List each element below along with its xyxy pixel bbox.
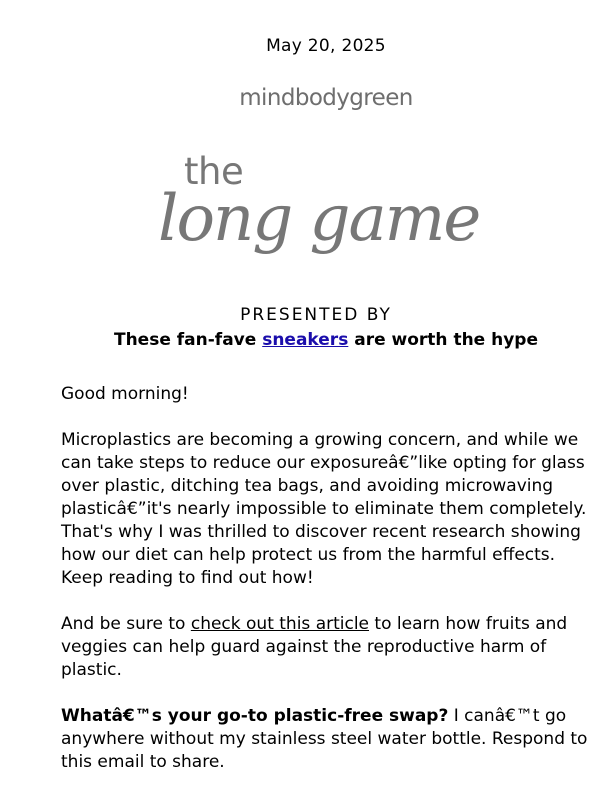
- article-text-after: to learn how fruits and veggies can help guard against the reproductive harm of plastic.: [61, 614, 568, 680]
- body-paragraph-microplastics: Microplastics are becoming a growing concern, and while we can take steps to reduce our exposureâ€”like opting for glass over plastic, ditching tea bags, and avoiding microwaving plasticâ€”it's nearly impossible to eliminate them completely. That's why I was thrilled to discover recent research showing how our diet can help protect us from the harmful effects. Keep reading to find out how!: [61, 430, 587, 588]
- sponsor-text-after: are worth the hype: [348, 330, 539, 350]
- swap-answer: I canâ€™t go anywhere without my stainless steel water bottle. Respond to this email to share.: [61, 706, 588, 772]
- newsletter-title-large: long game: [158, 182, 480, 256]
- brand-logo[interactable]: mindbodygreen: [239, 85, 413, 111]
- article-text-before: And be sure to: [61, 614, 191, 634]
- body-paragraph-swap: [61, 705, 596, 774]
- sponsor-text-before: These fan-fave: [113, 330, 263, 350]
- body-paragraph-article: [61, 613, 596, 682]
- email-body: [61, 383, 596, 797]
- sponsor-sneakers-link[interactable]: sneakers: [262, 330, 349, 350]
- swap-question: Whatâ€™s your go-to plastic-free swap?: [61, 706, 449, 726]
- sponsor-line: [0, 330, 600, 350]
- check-out-article-link[interactable]: check out this article: [190, 614, 370, 634]
- newsletter-title-small: the: [184, 150, 244, 193]
- email-date: May 20, 2025: [266, 36, 386, 56]
- greeting: Good morning!: [61, 384, 189, 404]
- presented-by-label: PRESENTED BY: [240, 305, 392, 325]
